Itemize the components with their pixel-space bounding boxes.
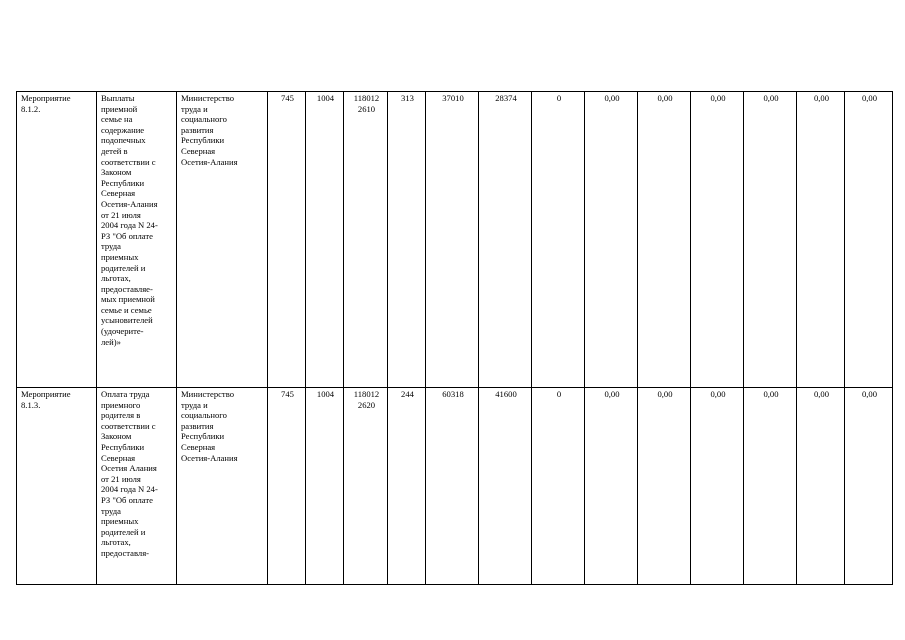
vr-cell: 313 [388, 92, 426, 388]
csr-cell: 118012 2620 [344, 388, 388, 585]
value-cell: 37010 [426, 92, 479, 388]
value-cell: 0 [532, 388, 585, 585]
csr-cell: 118012 2610 [344, 92, 388, 388]
rzpr-cell: 1004 [306, 92, 344, 388]
grbs-cell: 745 [268, 388, 306, 585]
description-cell: Оплата труда приемного родителя в соответствии с Законом Республики Северная Осетия Алания от 21 июля 2004 года N 24- РЗ "Об оплате труда приемных родителей и льготах, предоставля- [97, 388, 177, 585]
rzpr-cell: 1004 [306, 388, 344, 585]
value-cell: 0,00 [744, 92, 797, 388]
responsible-cell: Министерство труда и социального развития Республики Северная Осетия-Алания [177, 388, 268, 585]
value-cell: 0,00 [797, 388, 845, 585]
table-row [17, 388, 893, 585]
budget-table [16, 91, 893, 585]
value-cell: 0,00 [845, 388, 893, 585]
value-cell: 0,00 [585, 388, 638, 585]
table-row [17, 92, 893, 388]
value-cell: 60318 [426, 388, 479, 585]
vr-cell: 244 [388, 388, 426, 585]
grbs-cell: 745 [268, 92, 306, 388]
value-cell: 0,00 [845, 92, 893, 388]
value-cell: 0,00 [691, 388, 744, 585]
value-cell: 0 [532, 92, 585, 388]
event-cell: Мероприятие 8.1.3. [17, 388, 97, 585]
value-cell: 0,00 [638, 92, 691, 388]
value-cell: 0,00 [744, 388, 797, 585]
event-cell: Мероприятие 8.1.2. [17, 92, 97, 388]
description-cell: Выплаты приемной семье на содержание подопечных детей в соответствии с Законом Республики Северная Осетия-Алания от 21 июля 2004 года N 24- РЗ "Об оплате труда приемных родителей и льготах, предоставляе- мых приемной семье и семье усыновителей (удочерите- лей)» [97, 92, 177, 388]
value-cell: 0,00 [638, 388, 691, 585]
value-cell: 0,00 [585, 92, 638, 388]
value-cell: 41600 [479, 388, 532, 585]
value-cell: 28374 [479, 92, 532, 388]
value-cell: 0,00 [797, 92, 845, 388]
value-cell: 0,00 [691, 92, 744, 388]
responsible-cell: Министерство труда и социального развития Республики Северная Осетия-Алания [177, 92, 268, 388]
